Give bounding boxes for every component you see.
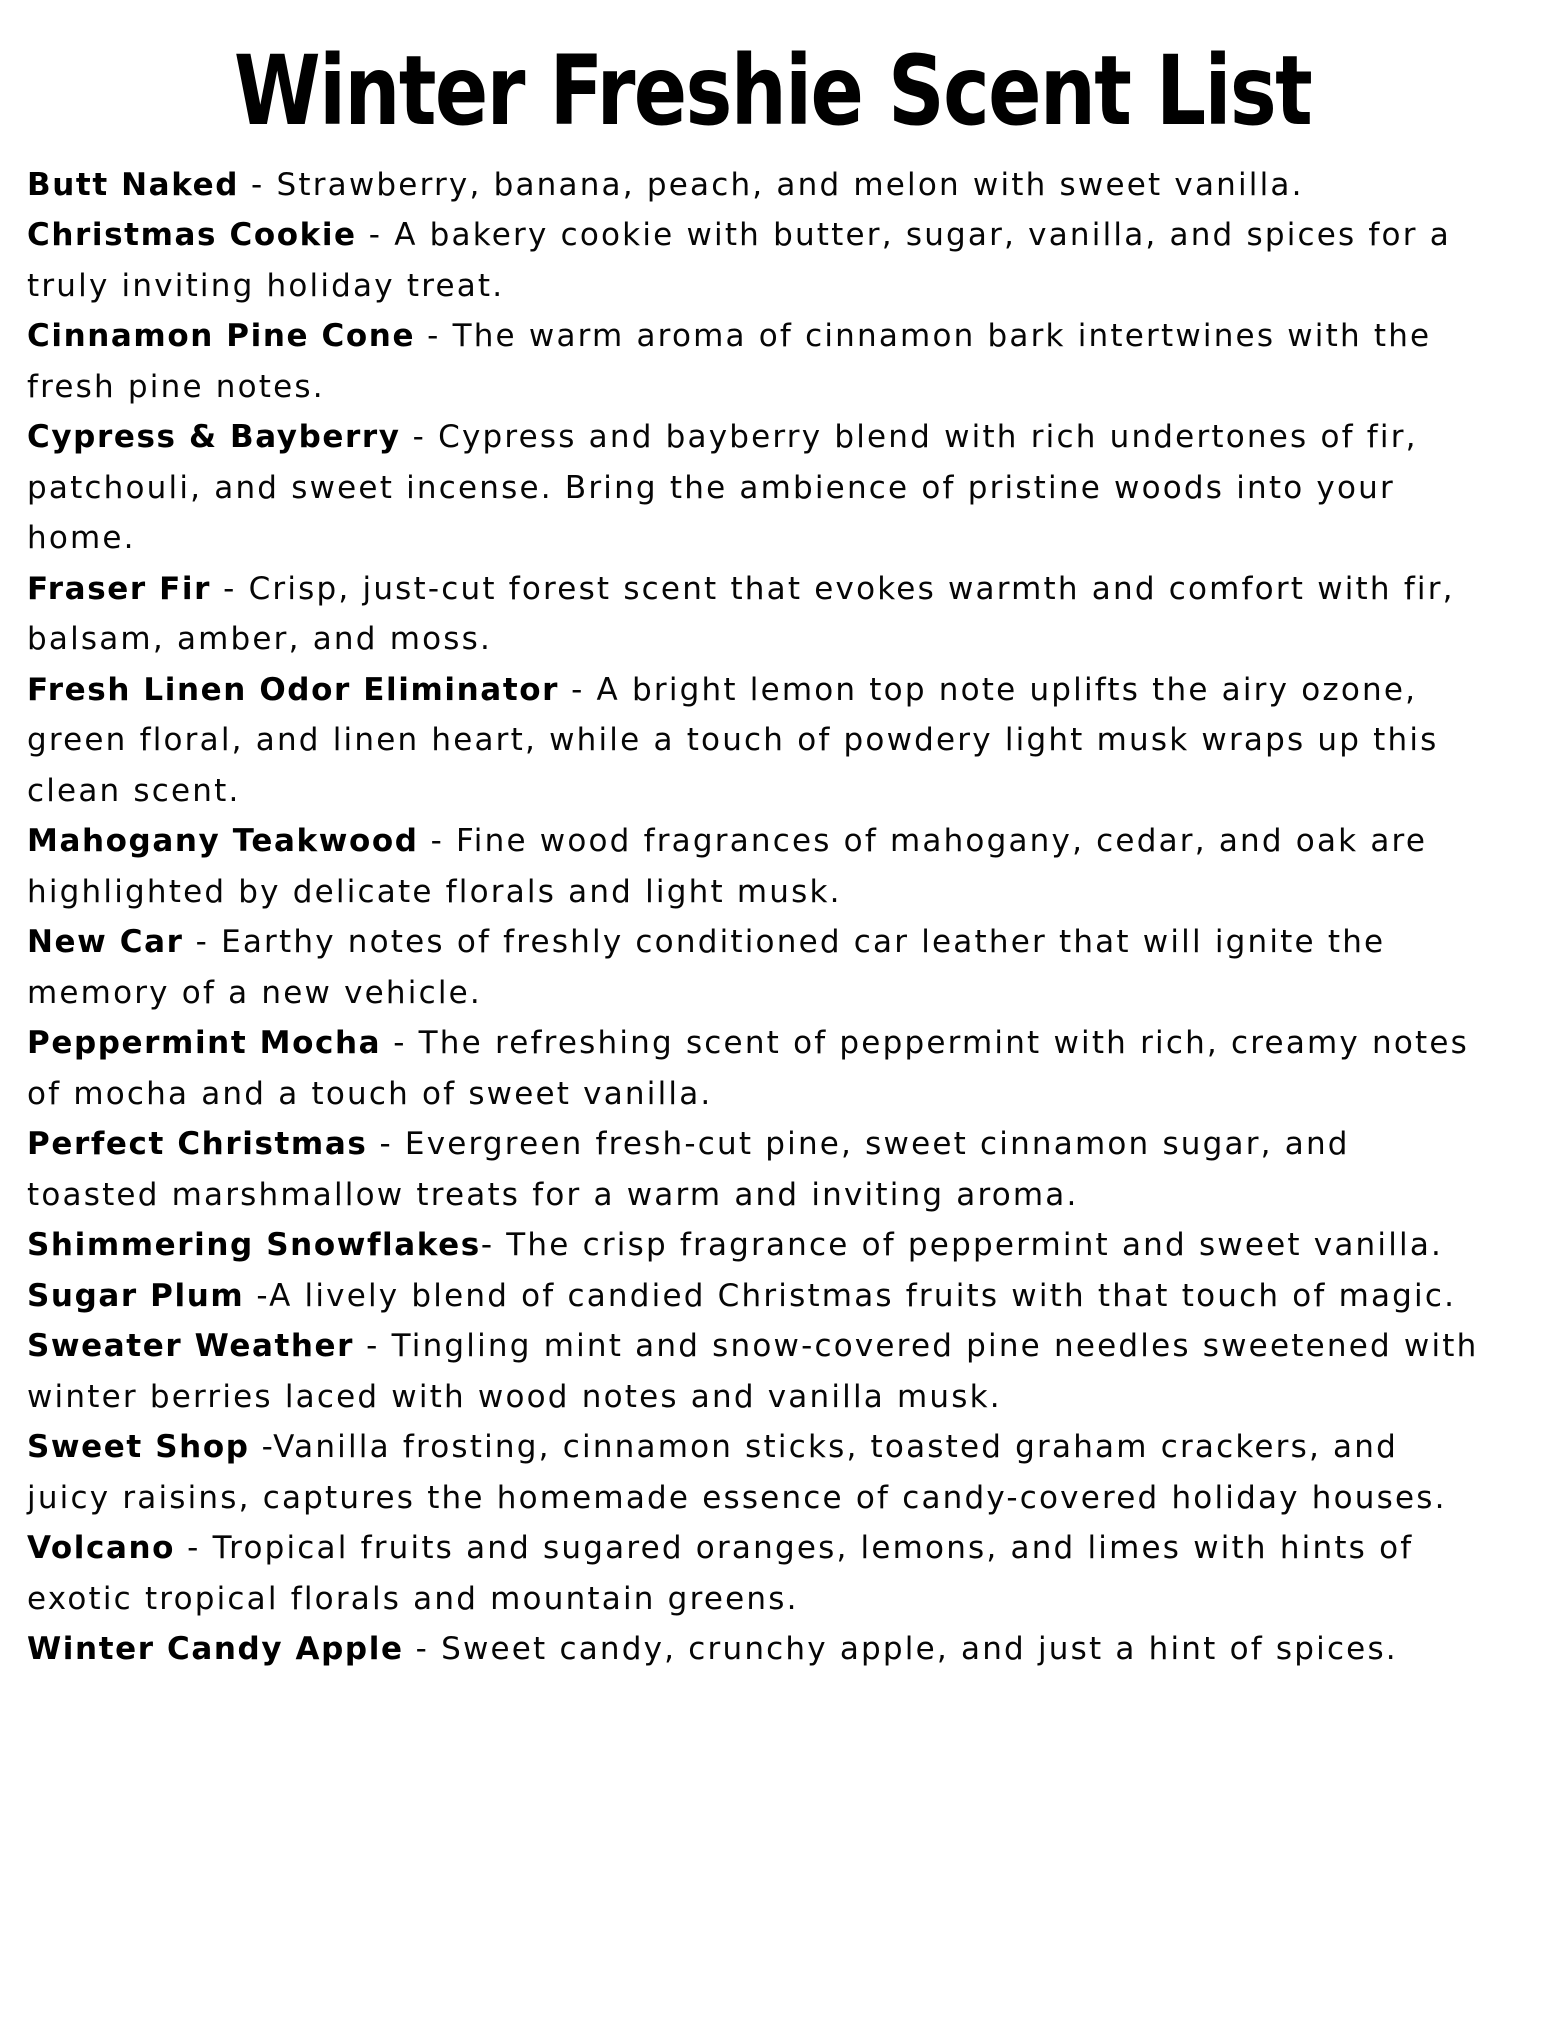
scent-desc: Tingling mint and snow-covered pine needles sweetened with winter berries laced with wood notes and vanilla musk. bbox=[27, 1328, 1479, 1415]
scent-name: Cinnamon Pine Cone bbox=[27, 318, 416, 355]
scent-sep: - bbox=[381, 1025, 419, 1062]
scent-desc: The crisp fragrance of peppermint and sweet vanilla. bbox=[506, 1227, 1444, 1264]
scent-entry bbox=[27, 412, 1487, 564]
scent-sep: - bbox=[249, 1429, 274, 1466]
scent-name: Mahogany Teakwood bbox=[27, 823, 419, 860]
scent-name: Cypress & Bayberry bbox=[27, 419, 401, 456]
scent-desc: Crisp, just-cut forest scent that evokes warmth and comfort with fir, balsam, amber, and moss. bbox=[27, 570, 1455, 658]
scent-sep: - bbox=[480, 1227, 507, 1264]
scent-sep: - bbox=[559, 671, 597, 708]
scent-name: Fresh Linen Odor Eliminator bbox=[27, 671, 560, 708]
scent-desc: The refreshing scent of peppermint with rich, creamy notes of mocha and a touch of sweet vanilla. bbox=[27, 1025, 1470, 1112]
scent-desc: The warm aroma of cinnamon bark intertwines with the fresh pine notes. bbox=[27, 318, 1432, 405]
scent-name: Volcano bbox=[27, 1530, 176, 1567]
scent-sep: - bbox=[183, 924, 222, 961]
scent-desc: Fine wood fragrances of mahogany, cedar, and oak are highlighted by delicate florals and light musk. bbox=[27, 823, 1428, 910]
scent-sep: - bbox=[239, 166, 277, 203]
scent-entry bbox=[27, 1018, 1487, 1119]
scent-sep: - bbox=[367, 1126, 405, 1163]
scent-name: Fraser Fir bbox=[27, 570, 212, 607]
scent-sep: - bbox=[403, 1631, 442, 1668]
scent-sep: - bbox=[415, 318, 453, 355]
scent-entry bbox=[27, 210, 1487, 311]
scent-sep: - bbox=[175, 1530, 213, 1567]
scent-desc: Vanilla frosting, cinnamon sticks, toasted graham crackers, and juicy raisins, captures the homemade essence of candy-covered holiday houses. bbox=[27, 1429, 1447, 1516]
scent-desc: Earthy notes of freshly conditioned car leather that will ignite the memory of a new vehicle. bbox=[27, 924, 1386, 1011]
scent-name: Butt Naked bbox=[27, 166, 239, 203]
scent-entry bbox=[27, 564, 1487, 665]
scent-name: Sweater Weather bbox=[27, 1328, 355, 1365]
scent-desc: A bright lemon top note uplifts the airy ozone, green floral, and linen heart, while a touch of powdery light musk wraps up this clean scent. bbox=[27, 671, 1439, 809]
scent-entry bbox=[27, 1422, 1487, 1523]
scent-entry bbox=[27, 1119, 1487, 1220]
scent-entry bbox=[27, 311, 1487, 412]
scent-entry bbox=[27, 816, 1487, 917]
scent-sep: - bbox=[418, 823, 457, 860]
scent-desc: Sweet candy, crunchy apple, and just a hint of spices. bbox=[441, 1631, 1398, 1668]
page-title: Winter Freshie Scent List bbox=[233, 35, 1312, 147]
scent-entry bbox=[27, 1321, 1487, 1422]
scent-desc: Tropical fruits and sugared oranges, lemons, and limes with hints of exotic tropical florals and mountain greens. bbox=[27, 1530, 1414, 1617]
scent-entry bbox=[27, 665, 1487, 817]
scent-name: Sweet Shop bbox=[27, 1429, 250, 1466]
scent-entry bbox=[27, 1220, 1487, 1271]
scent-name: Peppermint Mocha bbox=[27, 1025, 382, 1062]
scent-desc: Strawberry, banana, peach, and melon with sweet vanilla. bbox=[276, 166, 1304, 203]
scent-entry bbox=[27, 917, 1487, 1018]
scent-name: Perfect Christmas bbox=[27, 1126, 368, 1163]
document-page bbox=[0, 35, 1545, 2038]
scent-name: Christmas Cookie bbox=[27, 217, 357, 254]
scent-name: Sugar Plum bbox=[27, 1277, 245, 1314]
scent-sep: - bbox=[354, 1328, 392, 1365]
scent-desc: Cypress and bayberry blend with rich undertones of fir, patchouli, and sweet incense. Bring the ambience of pristine woods into your home. bbox=[27, 419, 1418, 557]
scent-sep: - bbox=[244, 1277, 270, 1314]
scent-sep: - bbox=[211, 570, 249, 607]
scent-desc: A bakery cookie with butter, sugar, vanilla, and spices for a truly inviting holiday treat. bbox=[27, 217, 1451, 304]
scent-entry bbox=[27, 160, 1487, 211]
scent-desc: A lively blend of candied Christmas fruits with that touch of magic. bbox=[269, 1277, 1457, 1314]
scent-desc: Evergreen fresh-cut pine, sweet cinnamon sugar, and toasted marshmallow treats for a warm and inviting aroma. bbox=[27, 1126, 1350, 1213]
scent-entry bbox=[27, 1271, 1487, 1322]
scent-list bbox=[0, 160, 1545, 1675]
scent-name: New Car bbox=[27, 924, 184, 961]
scent-entry bbox=[27, 1523, 1487, 1624]
scent-name: Winter Candy Apple bbox=[27, 1631, 404, 1668]
scent-entry bbox=[27, 1624, 1487, 1675]
scent-name: Shimmering Snowflakes bbox=[27, 1227, 481, 1264]
scent-sep: - bbox=[356, 217, 395, 254]
scent-sep: - bbox=[400, 419, 439, 456]
